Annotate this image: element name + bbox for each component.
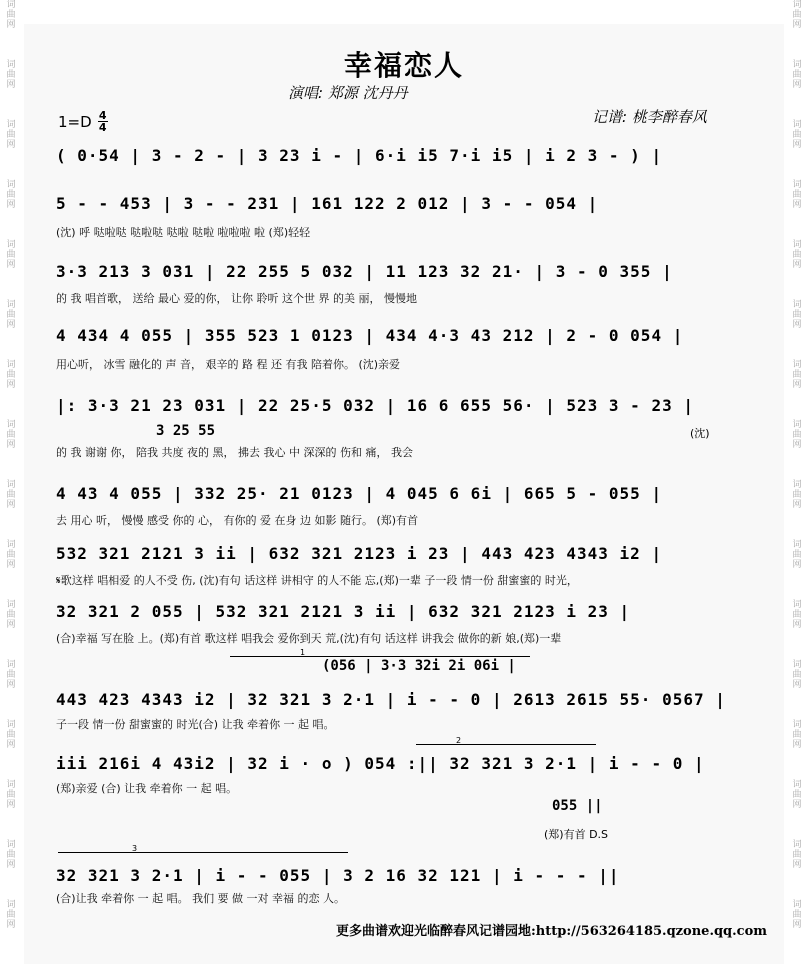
notation-row: iii 216i 4 43i2 | 32 i · o ) 054 :|| 32 321 3 2·1 | i - - 0 | <box>56 754 705 773</box>
time-signature <box>98 110 108 133</box>
watermark-glyphs: 词 曲 网 <box>792 780 802 810</box>
time-top: 4 <box>98 109 107 122</box>
watermark-glyphs: 词 曲 网 <box>792 420 802 450</box>
watermark-glyphs: 词 曲 网 <box>6 360 16 390</box>
alt-notes-label: (沈) <box>690 427 710 440</box>
volta-bracket-2: 2 <box>416 744 596 745</box>
watermark-glyphs: 词 曲 网 <box>6 600 16 630</box>
notation-row: |: 3·3 21 23 031 | 22 25·5 032 | 16 6 655 56· | 523 3 - 23 | <box>56 396 694 415</box>
key-signature <box>58 110 108 133</box>
song-title: 幸福恋人 <box>343 49 464 82</box>
watermark-glyphs: 词 曲 网 <box>792 360 802 390</box>
watermark-glyphs: 词 曲 网 <box>792 180 802 210</box>
notation-row: 4 43 4 055 | 332 25· 21 0123 | 4 045 6 6i | 665 5 - 055 | <box>56 484 663 503</box>
watermark-glyphs: 词 曲 网 <box>792 300 802 330</box>
watermark-glyphs: 词 曲 网 <box>792 660 802 690</box>
key-label: 1=D <box>58 112 92 131</box>
watermark-glyphs: 词 曲 网 <box>792 0 802 30</box>
volta-bracket-1: 1 <box>230 656 530 657</box>
watermark-glyphs: 词 曲 网 <box>6 540 16 570</box>
lyric-row: 的 我 谢谢 你， 陪我 共度 夜的 黑， 拂去 我心 中 深深的 伤和 痛， 我会 <box>56 446 413 459</box>
watermark-glyphs: 词 曲 网 <box>6 480 16 510</box>
singers-line: 演唱: 郑源 沈丹丹 <box>288 84 408 102</box>
watermark-glyphs: 词 曲 网 <box>792 600 802 630</box>
notation-row: 32 321 3 2·1 | i - - 055 | 3 2 16 32 121 | i - - - || <box>56 866 620 885</box>
watermark-glyphs: 词 曲 网 <box>6 720 16 750</box>
transcriber-line: 记谱: 桃李醉春风 <box>592 108 707 126</box>
left-watermark-strip <box>2 0 20 974</box>
notation-row: 443 423 4343 i2 | 32 321 3 2·1 | i - - 0 | 2613 2615 55· 0567 | <box>56 690 726 709</box>
lyric-row: 子一段 情一份 甜蜜蜜的 时光(合) 让我 牵着你 一 起 唱。 <box>56 718 335 731</box>
lyric-row: 用心听， 冰雪 融化的 声 音， 艰辛的 路 程 还 有我 陪着你。 (沈)亲爱 <box>56 358 401 371</box>
notation-row: 3·3 213 3 031 | 22 255 5 032 | 11 123 32 21· | 3 - 0 355 | <box>56 262 673 281</box>
volta-bracket-3: 3 <box>58 852 348 853</box>
right-watermark-strip <box>788 0 806 974</box>
watermark-glyphs: 词 曲 网 <box>6 120 16 150</box>
watermark-glyphs: 词 曲 网 <box>792 60 802 90</box>
watermark-glyphs: 词 曲 网 <box>6 0 16 30</box>
lyric-row: 去 用心 听， 慢慢 感受 你的 心， 有你的 爱 在身 边 如影 随行。 (郑)有首 <box>56 514 419 527</box>
watermark-glyphs: 词 曲 网 <box>6 180 16 210</box>
notation-row: 5 - - 453 | 3 - - 231 | 161 122 2 012 | 3 - - 054 | <box>56 194 599 213</box>
watermark-glyphs: 词 曲 网 <box>792 120 802 150</box>
watermark-glyphs: 词 曲 网 <box>6 780 16 810</box>
watermark-glyphs: 词 曲 网 <box>792 240 802 270</box>
volta-1-notes: (056 | 3·3 32i 2i 06i | <box>322 658 516 674</box>
watermark-glyphs: 词 曲 网 <box>6 840 16 870</box>
notation-row: 32 321 2 055 | 532 321 2121 3 ii | 632 321 2123 i 23 | <box>56 602 631 621</box>
watermark-glyphs: 词 曲 网 <box>6 240 16 270</box>
notation-row: ( 0·54 | 3 - 2 - | 3 23 i - | 6·i i5 7·i i5 | i 2 3 - ) | <box>56 146 663 165</box>
lyric-row: (沈) 呼 哒啦哒 哒啦哒 哒啦 哒啦 啦啦啦 啦 (郑)轻轻 <box>56 226 311 239</box>
watermark-glyphs: 词 曲 网 <box>792 900 802 930</box>
watermark-glyphs: 词 曲 网 <box>792 840 802 870</box>
lyric-row: (合)让我 牵着你 一 起 唱。 我们 要 做 一对 幸福 的恋 人。 <box>56 892 346 905</box>
ds-notes: 055 || <box>552 798 603 814</box>
watermark-glyphs: 词 曲 网 <box>792 720 802 750</box>
watermark-glyphs: 词 曲 网 <box>6 300 16 330</box>
lyric-row: 𝄋歌这样 唱相爱 的人不受 伤, (沈)有句 话这样 讲相守 的人不能 忘,(郑)一辈 子一段 情一份 甜蜜蜜的 时光， <box>56 574 578 587</box>
watermark-glyphs: 词 曲 网 <box>6 60 16 90</box>
watermark-glyphs: 词 曲 网 <box>6 660 16 690</box>
watermark-glyphs: 词 曲 网 <box>792 540 802 570</box>
watermark-glyphs: 词 曲 网 <box>6 900 16 930</box>
footer-link-text: 更多曲谱欢迎光临醉春风记谱园地:http://563264185.qzone.qq.com <box>336 924 768 939</box>
lyric-row: 的 我 唱首歌， 送给 最心 爱的你， 让你 聆听 这个世 界 的美 丽， 慢慢地 <box>56 292 417 305</box>
lyric-row: (郑)亲爱 (合) 让我 牵着你 一 起 唱。 <box>56 782 238 795</box>
notation-row: 4 434 4 055 | 355 523 1 0123 | 434 4·3 43 212 | 2 - 0 054 | <box>56 326 684 345</box>
alt-notes: 3 25 55 <box>156 423 216 439</box>
ds-label: (郑)有首 D.S <box>544 828 609 841</box>
time-bottom: 4 <box>98 121 107 134</box>
watermark-glyphs: 词 曲 网 <box>792 480 802 510</box>
lyric-row: (合)幸福 写在脸 上。(郑)有首 歌这样 唱我会 爱你到天 荒,(沈)有句 话这样 讲我会 做你的新 娘,(郑)一辈 <box>56 632 562 645</box>
notation-row: 532 321 2121 3 ii | 632 321 2123 i 23 | 443 423 4343 i2 | <box>56 544 663 563</box>
watermark-glyphs: 词 曲 网 <box>6 420 16 450</box>
